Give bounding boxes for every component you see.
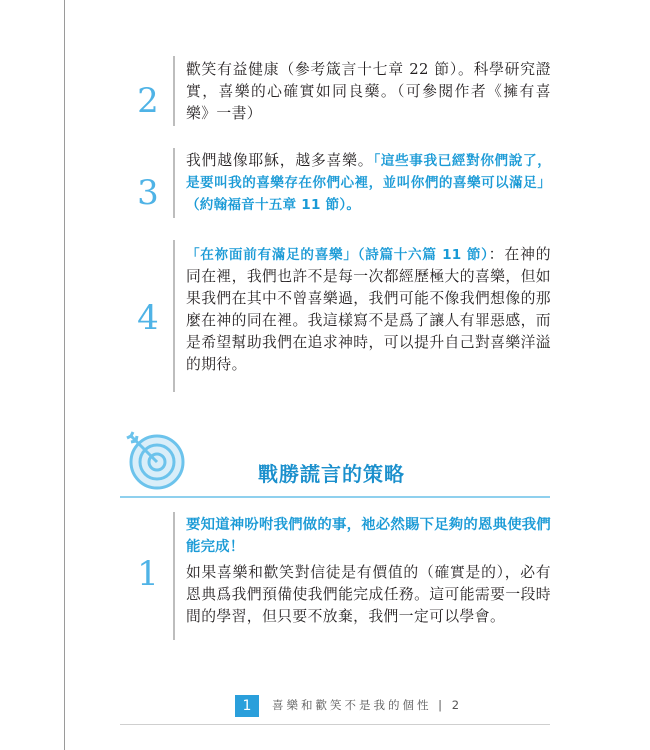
item-number: 4 [137,298,159,338]
strategy-body [186,514,551,628]
item-text [186,244,551,376]
item-text-plain: 我們越像耶穌，越多喜樂。 [186,152,374,169]
item-divider [173,56,175,126]
chapter-number-badge: 1 [235,695,259,717]
running-footer: 喜樂和歡笑不是我的個性 | 2 [272,698,463,712]
scripture-quote: 「在祢面前有滿足的喜樂」（詩篇十六篇 11 節） [186,247,489,263]
chapter-title: 喜樂和歡笑不是我的個性 [272,698,432,712]
item-number: 1 [137,554,159,594]
item-text [186,150,551,216]
item-number: 3 [137,173,159,213]
strategy-lead: 要知道神吩咐我們做的事，祂必然賜下足夠的恩典使我們能完成！ [186,517,551,555]
item-number: 2 [137,81,159,121]
page-spine-line [64,0,65,750]
scripture-quote: 「這些事我已經對你們說了，是要叫我的喜樂存在你們心裡，並叫你們的喜樂可以滿足」（約翰福音十五章 11 節）。 [186,153,551,213]
item-text-plain: ：在神的同在裡，我們也許不是每一次都經歷極大的喜樂，但如果我們在其中不曾喜樂過，我們可能不像我們想像的那麼在神的同在裡。我這樣寫不是爲了讓人有罪惡感，而是希望幫助我們在追求神時，可以提升自己對喜樂洋溢的期待。 [186,246,551,373]
item-divider [173,512,175,640]
section-divider [120,496,550,498]
item-divider [173,148,175,218]
footer-divider [120,724,550,725]
strategy-text: 如果喜樂和歡笑對信徒是有價值的（確實是的），必有恩典爲我們預備使我們能完成任務。這可能需要一段時間的學習，但只要不放棄，我們一定可以學會。 [186,564,551,625]
section-title: 戰勝謊言的策略 [258,462,405,486]
page-number: 2 [451,698,463,712]
item-divider [173,240,175,392]
item-text: 歡笑有益健康（參考箴言十七章 22 節）。科學研究證實，喜樂的心確實如同良藥。（可參閱作者《擁有喜樂》一書） [186,61,551,122]
target-icon [123,428,185,490]
